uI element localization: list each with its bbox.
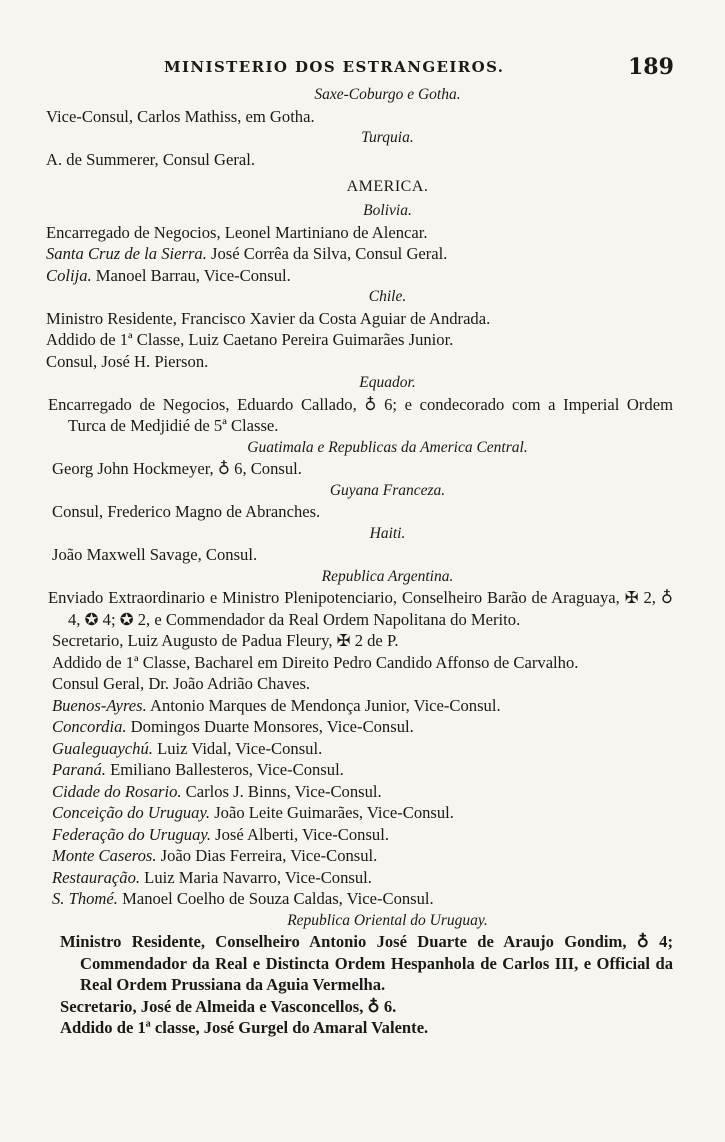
entry-text: Emiliano Ballesteros, Vice-Consul. (105, 760, 344, 779)
place-name: Buenos-Ayres. (52, 695, 147, 715)
entry-text: José Alberti, Vice-Consul. (211, 824, 389, 844)
entry-line: Secretario, José de Almeida e Vasconcellos, ♁ 6. (60, 996, 397, 1016)
page-number: 189 (628, 54, 674, 80)
place-name: Federação do Uruguay. (52, 824, 211, 844)
section-heading-america: AMERICA. (346, 178, 429, 195)
entry-line (0, 243, 725, 265)
entry-line: Addido de 1ª Classe, Bacharel em Direito Pedro Candido Affonso de Carvalho. (52, 652, 579, 672)
place-name: Santa Cruz de la Sierra. (46, 244, 207, 263)
list-item (0, 738, 725, 760)
section-title-uruguay: Republica Oriental do Uruguay. (287, 911, 488, 929)
place-name: Paraná. (52, 760, 106, 779)
place-name: Restauração. (52, 867, 141, 887)
section-title-saxe: Saxe-Coburgo e Gotha. (314, 86, 461, 103)
entry-text: Antonio Marques de Mendonça Junior, Vice-Consul. (146, 695, 501, 715)
entry-text: Domingos Duarte Monsores, Vice-Consul. (126, 717, 414, 736)
place-name: Gualeguaychú. (52, 738, 153, 758)
entry-line: João Maxwell Savage, Consul. (52, 545, 258, 564)
list-item (0, 695, 725, 717)
list-item (0, 759, 725, 781)
entry-text: Luiz Maria Navarro, Vice-Consul. (140, 867, 372, 887)
section-title-chile: Chile. (368, 288, 407, 305)
entry-line: Vice-Consul, Carlos Mathiss, em Gotha. (46, 106, 315, 126)
list-item (0, 845, 725, 867)
place-name: S. Thomé. (52, 889, 118, 908)
entry-line: Consul, Frederico Magno de Abranches. (52, 502, 321, 521)
entry-line: Ministro Residente, Francisco Xavier da Costa Aguiar de Andrada. (46, 308, 491, 328)
page-title: MINISTERIO DOS ESTRANGEIROS. (164, 58, 505, 76)
section-title-haiti: Haiti. (369, 524, 406, 542)
entry-text: Manoel Coelho de Souza Caldas, Vice-Consul. (117, 889, 434, 908)
page-content (0, 84, 725, 1039)
entry-line: Consul Geral, Dr. João Adrião Chaves. (52, 674, 311, 693)
page-header (0, 56, 725, 84)
entry-line: Addido de 1ª classe, José Gurgel do Amaral Valente. (60, 1018, 429, 1037)
entry-text: Luiz Vidal, Vice-Consul. (152, 738, 323, 758)
place-name: Monte Caseros. (52, 846, 157, 865)
entry-text: José Corrêa da Silva, Consul Geral. (206, 244, 448, 263)
place-name: Colija. (46, 265, 92, 285)
entry-text: João Leite Guimarães, Vice-Consul. (210, 803, 454, 822)
entry-line: Encarregado de Negocios, Leonel Martiniano de Alencar. (46, 222, 428, 242)
place-name: Concordia. (52, 717, 127, 736)
list-item (0, 781, 725, 803)
entry-line: A. de Summerer, Consul Geral. (46, 149, 256, 169)
entry-line: Georg John Hockmeyer, ♁ 6, Consul. (52, 459, 302, 478)
section-title-guyana: Guyana Franceza. (329, 481, 446, 499)
entry-paragraph: Encarregado de Negocios, Eduardo Callado, ♁ 6; e condecorado com a Imperial Ordem Turca de Medjidié de 5ª Classe. (48, 394, 673, 435)
list-item (0, 888, 725, 910)
section-title-argentina: Republica Argentina. (321, 567, 454, 585)
list-item (0, 802, 725, 824)
list-item (0, 716, 725, 738)
entry-line (0, 265, 725, 287)
entry-paragraph: Enviado Extraordinario e Ministro Plenipotenciario, Conselheiro Barão de Araguaya, ✠ 2, ♁ 4, ✪ 4; ✪ 2, e Commendador da Real Ordem Napolitana do Merito. (48, 588, 673, 629)
list-item (0, 824, 725, 846)
place-name: Conceição do Uruguay. (52, 803, 211, 822)
entry-line: Consul, José H. Pierson. (46, 351, 209, 371)
section-title-bolivia: Bolivia. (363, 202, 412, 219)
section-title-guatimala: Guatimala e Republicas da America Central. (247, 438, 528, 456)
entry-text: Carlos J. Binns, Vice-Consul. (181, 781, 382, 801)
vice-consul-list (0, 695, 725, 910)
section-title-equador: Equador. (359, 374, 416, 391)
entry-paragraph: Ministro Residente, Conselheiro Antonio José Duarte de Araujo Gondim, ♁ 4; Commendador da Real e Distincta Ordem Hespanhola de Carlos III, e Official da Real Ordem Prussiana da Aguia Vermelha. (60, 932, 673, 994)
section-title-turquia: Turquia. (361, 129, 414, 146)
entry-text: Manoel Barrau, Vice-Consul. (91, 265, 291, 285)
entry-text: João Dias Ferreira, Vice-Consul. (156, 846, 378, 865)
entry-line: Addido de 1ª Classe, Luiz Caetano Pereira Guimarães Junior. (46, 330, 454, 349)
list-item (0, 867, 725, 889)
place-name: Cidade do Rosario. (52, 781, 182, 801)
entry-line: Secretario, Luiz Augusto de Padua Fleury, ✠ 2 de P. (52, 631, 399, 650)
